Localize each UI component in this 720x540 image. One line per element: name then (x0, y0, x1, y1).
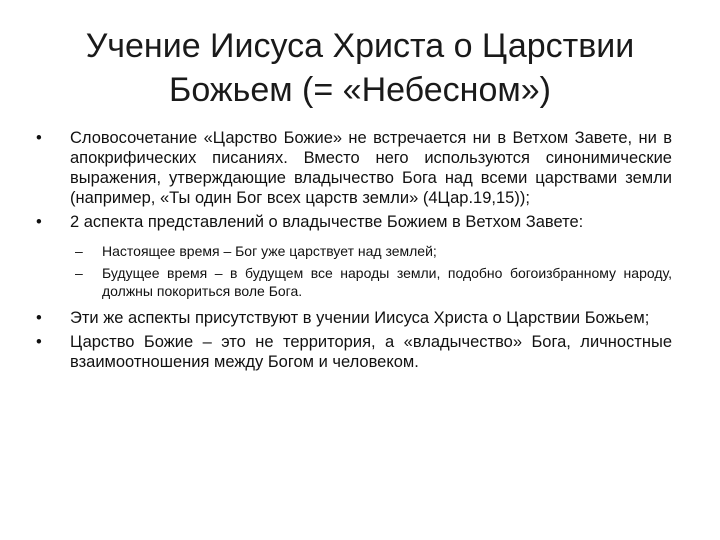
slide-title (60, 24, 660, 112)
bullet-text: Эти же аспекты присутствуют в учении Иисуса Христа о Царствии Божьем; (70, 309, 650, 327)
sub-marker: – (75, 265, 83, 281)
bullet-marker: • (36, 309, 42, 327)
bullet-item (30, 212, 672, 232)
slide-content (30, 128, 672, 376)
bullet-item (30, 308, 672, 328)
sub-text: Будущее время – в будущем все народы земли, подобно богоизбранному народу, должны покориться воле Бога. (102, 265, 672, 299)
sub-list (30, 242, 672, 300)
sub-marker: – (75, 243, 83, 259)
bullet-text: 2 аспекта представлений о владычестве Божием в Ветхом Завете: (70, 213, 584, 231)
sub-text: Настоящее время – Бог уже царствует над землей; (102, 243, 437, 259)
bullet-marker: • (36, 213, 42, 231)
bullet-item (30, 332, 672, 372)
sub-item (30, 242, 672, 260)
sub-item (30, 264, 672, 300)
bullet-text: Царство Божие – это не территория, а «владычество» Бога, личностные взаимоотношения между Богом и человеком. (70, 333, 672, 371)
slide-title-line-1: Учение Иисуса Христа о Царствии (85, 27, 635, 65)
bullet-text: Словосочетание «Царство Божие» не встречается ни в Ветхом Завете, ни в апокрифических писаниях. Вместо него используются синонимические выражения, утверждающие владычество Бога над всеми царствами земли (например, «Ты один Бог всех царств земли» (4Цар.19,15)); (70, 129, 672, 207)
bullet-marker: • (36, 333, 42, 351)
bullet-item (30, 128, 672, 208)
bullet-marker: • (36, 129, 42, 147)
slide-title-line-2: Божьем (= «Небесном») (169, 71, 551, 109)
